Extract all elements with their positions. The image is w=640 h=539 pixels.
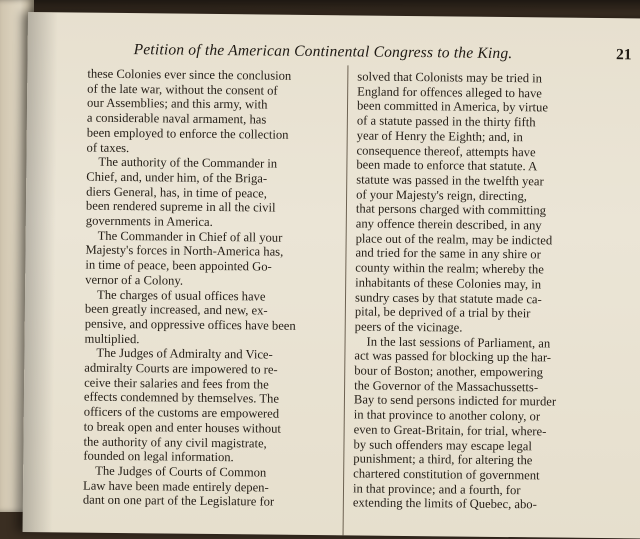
text-line: of the late war, without the consent of [87,81,278,98]
text-line: been greatly increased, and new, ex- [84,301,268,318]
text-line: extending the limits of Quebec, abo- [352,495,537,512]
document-page [23,12,640,539]
text-line: The charges of usual offices have [96,287,266,304]
text-line: effects condemned by themselves. The [83,390,280,407]
text-line: The Judges of Courts of Common [95,463,267,480]
text-line: pensive, and oppressive offices have been [84,316,296,333]
text-line: the authority of any civil magistrate, [83,434,267,451]
text-line: chartered constitution of government [353,466,540,483]
text-line: that persons charged with committing [355,201,547,218]
text-line: England for offences alleged to have [357,84,543,101]
text-line: even to Great-Britain, for trial, where- [353,422,547,439]
text-line: our Assemblies; and this army, with [86,96,268,112]
text-line: been employed to enforce the collection [86,125,289,142]
text-line: The Judges of Admiralty and Vice- [96,346,273,362]
page-number: 21 [615,46,632,64]
text-line: of your Majesty's reign, directing, [356,187,528,203]
text-line: solved that Colonists may be tried in [357,69,543,86]
text-line: vernor of a Colony. [85,272,184,288]
text-line: by such offenders may escape legal [353,437,533,453]
text-line: in that province to another colony, or [353,407,541,424]
text-line: county within the realm; whereby the [355,260,544,277]
text-line: diers General, has, in time of peace, [86,184,267,201]
page-header [133,41,632,64]
text-line: act was passed for blocking up the har- [354,348,552,365]
text-line: Bay to send persons indicted for murder [353,392,557,410]
text-line: dant on one part of the Legislature for [82,492,275,509]
text-line: Law have been made entirely depen- [82,478,269,495]
text-line: place out of the realm, may be indicted [355,231,553,248]
text-line: in time of peace, been appointed Go- [85,257,272,274]
text-line: statute was passed in the twelfth year [356,172,544,189]
text-line: ceive their salaries and fees from the [84,375,269,392]
text-line: The Commander in Chief of all your [97,228,283,245]
page-running-title: Petition of the American Continental Congress to the King. [133,41,513,63]
text-line: been rendered supreme in all the civil [85,198,276,215]
text-line: any offence therein described, in any [355,216,542,233]
text-line: pital, be deprived of a trial by their [354,304,531,321]
text-line: governments in America. [85,213,213,229]
text-line: to break open and enter houses without [83,419,281,436]
text-line: punishment; a third, for altering the [353,451,533,468]
text-line: founded on legal information. [83,448,234,465]
text-line: Chief, and, under him, of the Briga- [86,169,268,186]
text-line: year of Henry the Eighth; and, in [356,128,523,145]
left-text-column [83,67,350,511]
text-line: in that province; and a fourth, for [352,481,521,497]
text-line: a considerable naval armament, has [86,110,267,127]
text-line: sundry cases by that statute made ca- [354,289,542,306]
text-line: multiplied. [84,331,140,346]
right-text-column [353,69,626,513]
text-line: of a statute passed in the thirty fifth [356,113,536,130]
text-line: consequence thereof, attempts have [356,142,536,159]
text-line: been made to enforce that statute. A [356,157,538,174]
text-line: been committed in America, by virtue [356,98,549,115]
text-line: these Colonies ever since the conclusion [87,66,292,83]
text-line: bour of Boston; another, empowering [354,363,544,380]
text-line: admiralty Courts are impowered to re- [84,360,278,377]
text-line: peers of the vicinage. [354,319,463,335]
text-line: the Governor of the Massachussetts- [354,378,539,395]
text-line: In the last sessions of Parliament, an [366,334,551,351]
text-line: The authority of the Commander in [98,154,278,171]
text-line: Majesty's forces in North-America has, [85,243,284,260]
text-line: inhabitants of these Colonies may, in [355,275,542,292]
text-line: of taxes. [86,140,130,155]
text-line: and tried for the same in any shire or [355,245,541,262]
text-line: officers of the customs are empowered [83,404,280,421]
